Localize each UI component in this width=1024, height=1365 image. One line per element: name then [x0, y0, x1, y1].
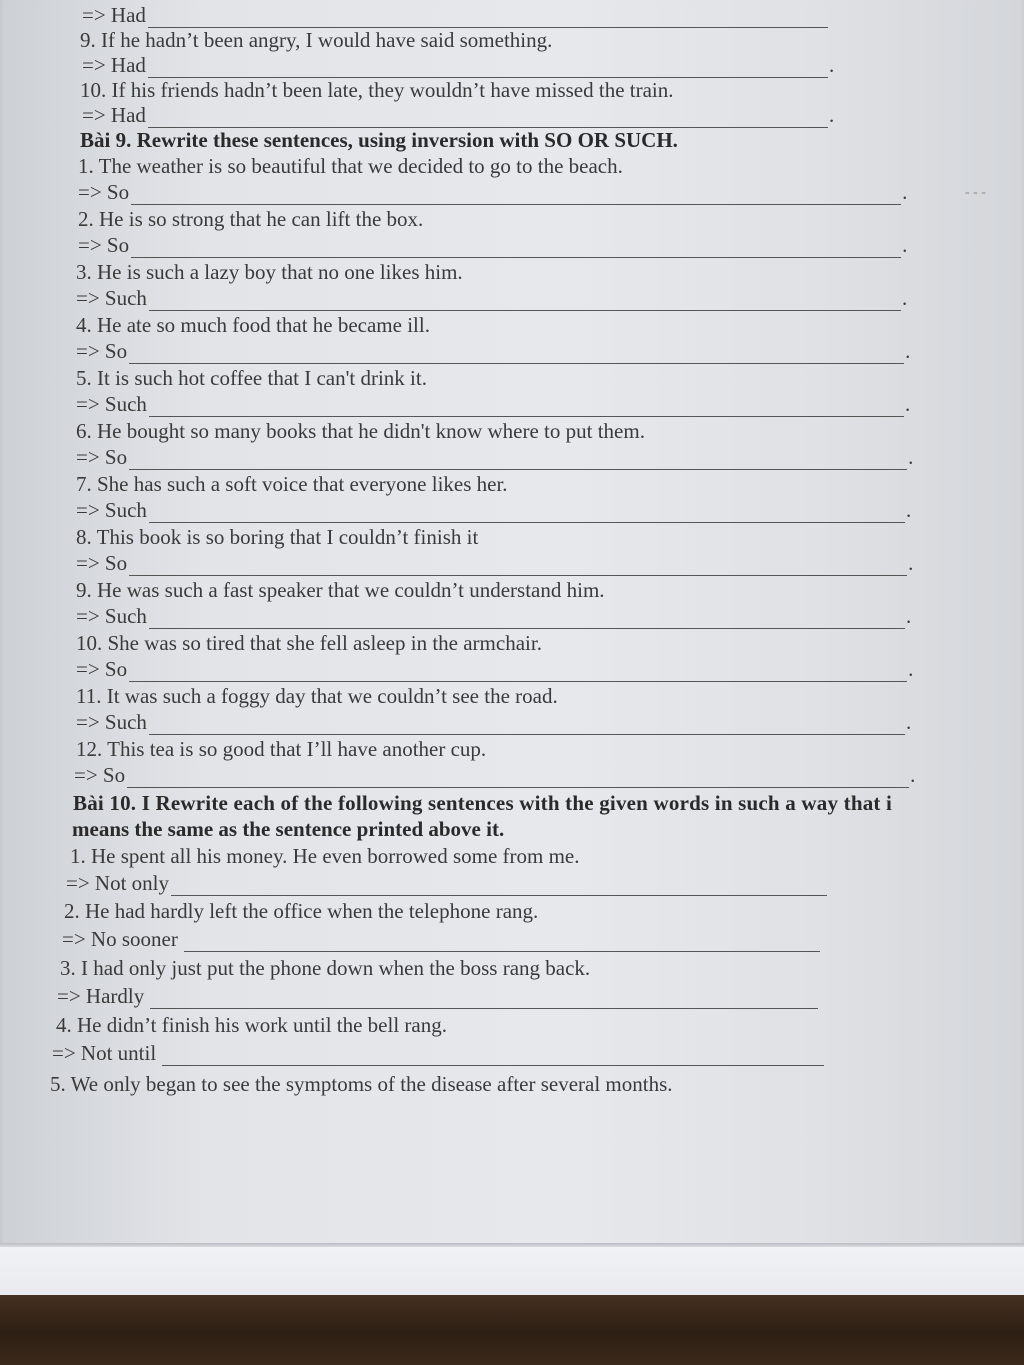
answer-blank[interactable]: [149, 290, 901, 311]
answer-line: [52, 1040, 824, 1066]
period: .: [901, 286, 908, 310]
question-text: 8. This book is so boring that I couldn’t finish it: [76, 525, 479, 549]
period: .: [902, 233, 908, 257]
question-text: 10. She was so tired that she fell asleep in the armchair.: [76, 631, 542, 655]
answer-prefix: => Such: [76, 498, 147, 522]
answer-line: [82, 52, 834, 78]
answer-blank[interactable]: [131, 184, 901, 205]
answer-blank[interactable]: [184, 931, 820, 952]
answer-line: [78, 179, 907, 205]
answer-prefix: => Had: [82, 3, 146, 27]
question-text: 11. It was such a foggy day that we couldn’t see the road.: [76, 684, 558, 708]
answer-prefix: => So: [74, 763, 126, 787]
period: .: [828, 53, 835, 77]
answer-line: [82, 102, 834, 128]
answer-blank[interactable]: [129, 343, 904, 364]
answer-line: [76, 497, 911, 523]
answer-blank[interactable]: [171, 875, 827, 896]
answer-line: [66, 870, 827, 896]
answer-prefix: => Not only: [66, 871, 170, 895]
answer-line: [76, 603, 911, 629]
answer-prefix: => Such: [76, 604, 147, 628]
answer-prefix: => Not until: [52, 1041, 157, 1065]
answer-line: [76, 285, 907, 311]
answer-line: [76, 550, 913, 576]
question-text: 3. I had only just put the phone down when the boss rang back.: [60, 956, 591, 980]
period: .: [904, 392, 911, 416]
answer-prefix: => So: [76, 551, 128, 575]
answer-line: [78, 232, 907, 258]
answer-line: [76, 338, 910, 364]
answer-blank[interactable]: [149, 502, 905, 523]
answer-prefix: => So: [78, 180, 130, 204]
answer-blank[interactable]: [148, 7, 828, 28]
answer-line: [57, 983, 818, 1009]
period: .: [902, 180, 908, 204]
answer-prefix: => Such: [76, 286, 147, 310]
question-text: 12. This tea is so good that I’ll have another cup.: [76, 737, 487, 761]
answer-line: [82, 2, 828, 28]
question-text: 2. He had hardly left the office when the telephone rang.: [64, 899, 539, 923]
answer-blank[interactable]: [149, 396, 904, 417]
period: .: [828, 103, 835, 127]
answer-blank[interactable]: [148, 107, 828, 128]
period: .: [905, 710, 912, 734]
question-text: 3. He is such a lazy boy that no one likes him.: [76, 260, 463, 284]
answer-line: [76, 391, 910, 417]
question-text: 1. The weather is so beautiful that we decided to go to the beach.: [78, 154, 623, 178]
question-text: 9. If he hadn’t been angry, I would have said something.: [80, 28, 553, 52]
answer-prefix: => Had: [82, 103, 146, 127]
answer-line: [62, 926, 820, 952]
answer-blank[interactable]: [150, 988, 818, 1009]
period: .: [905, 498, 912, 522]
period: .: [905, 339, 911, 363]
period: .: [908, 657, 914, 681]
answer-prefix: => Such: [76, 710, 147, 734]
answer-prefix: => So: [76, 339, 128, 363]
answer-prefix: => Had: [82, 53, 146, 77]
period: .: [908, 551, 914, 575]
answer-blank[interactable]: [149, 608, 905, 629]
desk-background: [0, 1285, 1024, 1365]
answer-blank[interactable]: [149, 714, 905, 735]
question-text: 2. He is so strong that he can lift the box.: [78, 207, 424, 231]
answer-prefix: => So: [76, 445, 128, 469]
answer-prefix: => No sooner: [62, 927, 178, 951]
answer-blank[interactable]: [129, 555, 907, 576]
question-text: 10. If his friends hadn’t been late, they wouldn’t have missed the train.: [80, 78, 674, 102]
answer-prefix: => Hardly: [57, 984, 145, 1008]
exercise-heading-bai10: Bài 10. I Rewrite each of the following sentences with the given words in such a way that i: [73, 791, 893, 815]
exercise-heading-bai10-cont: means the same as the sentence printed above it.: [72, 817, 505, 841]
answer-blank[interactable]: [131, 237, 901, 258]
answer-blank[interactable]: [129, 661, 907, 682]
answer-prefix: => So: [78, 233, 130, 257]
lower-sheet: [0, 1247, 1024, 1295]
answer-blank[interactable]: [127, 767, 909, 788]
question-text: 6. He bought so many books that he didn't know where to put them.: [76, 419, 645, 443]
faint-mark: - - -: [965, 185, 986, 200]
answer-blank[interactable]: [148, 57, 828, 78]
question-text: 5. It is such hot coffee that I can't drink it.: [76, 366, 427, 390]
answer-line: [76, 709, 911, 735]
question-text: 4. He didn’t finish his work until the bell rang.: [56, 1013, 447, 1037]
question-text: 4. He ate so much food that he became ill.: [76, 313, 430, 337]
answer-prefix: => So: [76, 657, 128, 681]
period: .: [908, 445, 914, 469]
question-text: 7. She has such a soft voice that everyone likes her.: [76, 472, 508, 496]
exercise-heading-bai9: Bài 9. Rewrite these sentences, using inversion with SO OR SUCH.: [80, 128, 678, 152]
answer-blank[interactable]: [129, 449, 907, 470]
period: .: [905, 604, 912, 628]
answer-blank[interactable]: [162, 1045, 824, 1066]
question-text: 5. We only began to see the symptoms of the disease after several months.: [50, 1072, 673, 1096]
answer-line: [76, 656, 913, 682]
answer-line: [76, 444, 913, 470]
question-text: 9. He was such a fast speaker that we couldn’t understand him.: [76, 578, 605, 602]
period: .: [910, 763, 916, 787]
answer-prefix: => Such: [76, 392, 147, 416]
question-text: 1. He spent all his money. He even borrowed some from me.: [70, 844, 580, 868]
answer-line: [74, 762, 915, 788]
